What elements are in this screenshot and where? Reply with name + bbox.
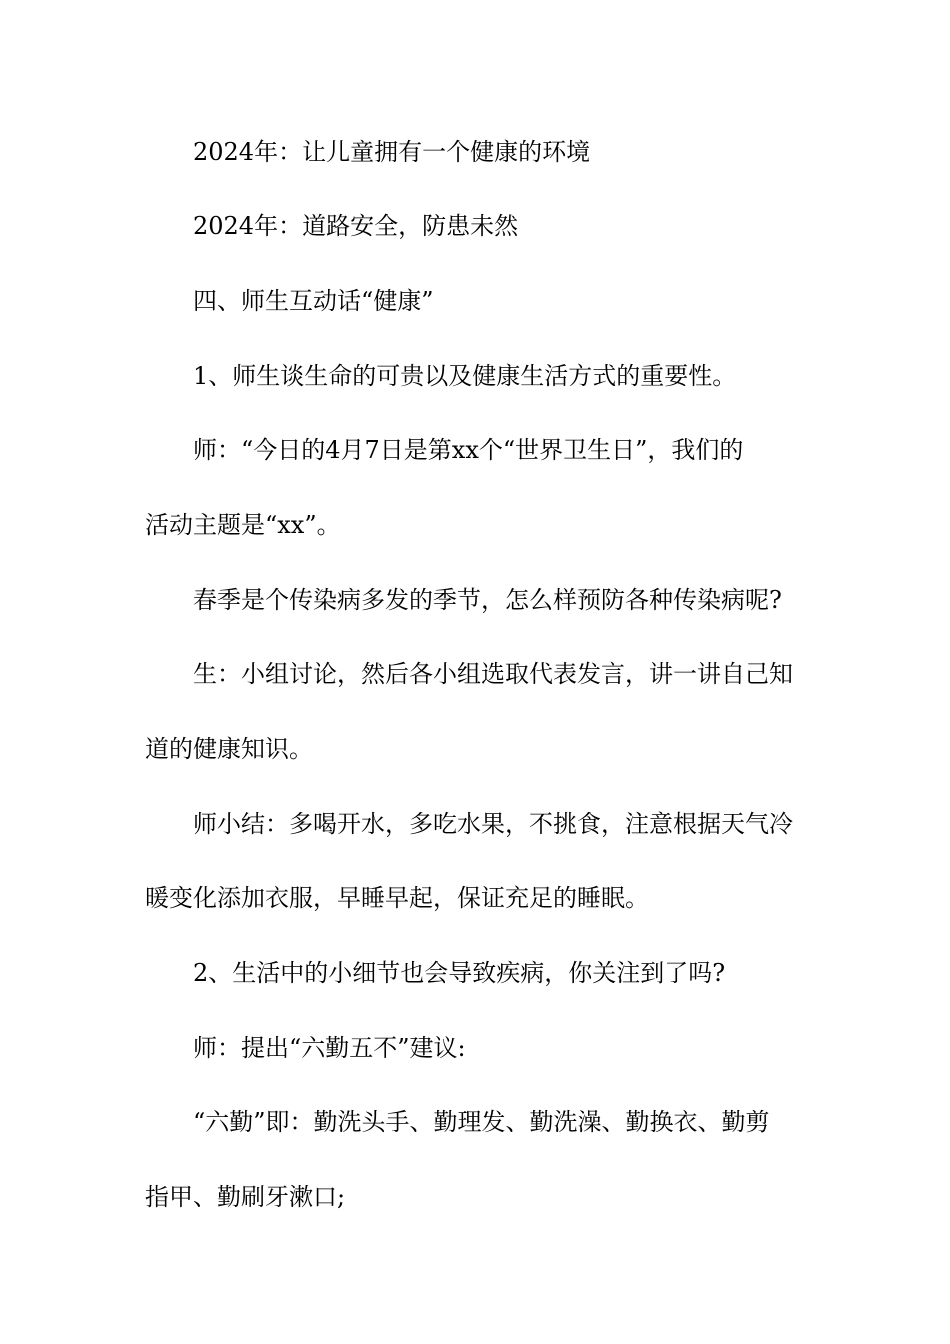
paragraph-summary-line-1: 师小结：多喝开水，多吃水果，不挑食，注意根据天气冷 [193,810,793,838]
paragraph-item-2: 2、生活中的小细节也会导致疾病，你关注到了吗? [193,959,726,987]
paragraph-summary-line-2: 暖变化添加衣服，早睡早起，保证充足的睡眠。 [145,884,649,912]
paragraph-student-line-2: 道的健康知识。 [145,735,313,763]
paragraph-item-1: 1、师生谈生命的可贵以及健康生活方式的重要性。 [193,362,737,390]
paragraph-student-line-1: 生：小组讨论，然后各小组选取代表发言，讲一讲自己知 [193,660,793,688]
paragraph-year-theme-2: 2024年：道路安全，防患未然 [193,212,519,240]
paragraph-six-diligences-line-1: “六勤”即：勤洗头手、勤理发、勤洗澡、勤换衣、勤剪 [193,1108,770,1136]
paragraph-teacher-line-1: 师：“今日的4月7日是第xx个“世界卫生日”，我们的 [193,436,744,464]
paragraph-teacher-line-2: 活动主题是“xx”。 [145,511,341,539]
paragraph-suggestion: 师：提出“六勤五不”建议: [193,1034,466,1062]
paragraph-spring: 春季是个传染病多发的季节，怎么样预防各种传染病呢? [193,586,782,614]
paragraph-year-theme-1: 2024年：让儿童拥有一个健康的环境 [193,138,591,166]
paragraph-six-diligences-line-2: 指甲、勤刷牙漱口; [145,1183,346,1211]
section-heading: 四、师生互动话“健康” [193,287,434,315]
